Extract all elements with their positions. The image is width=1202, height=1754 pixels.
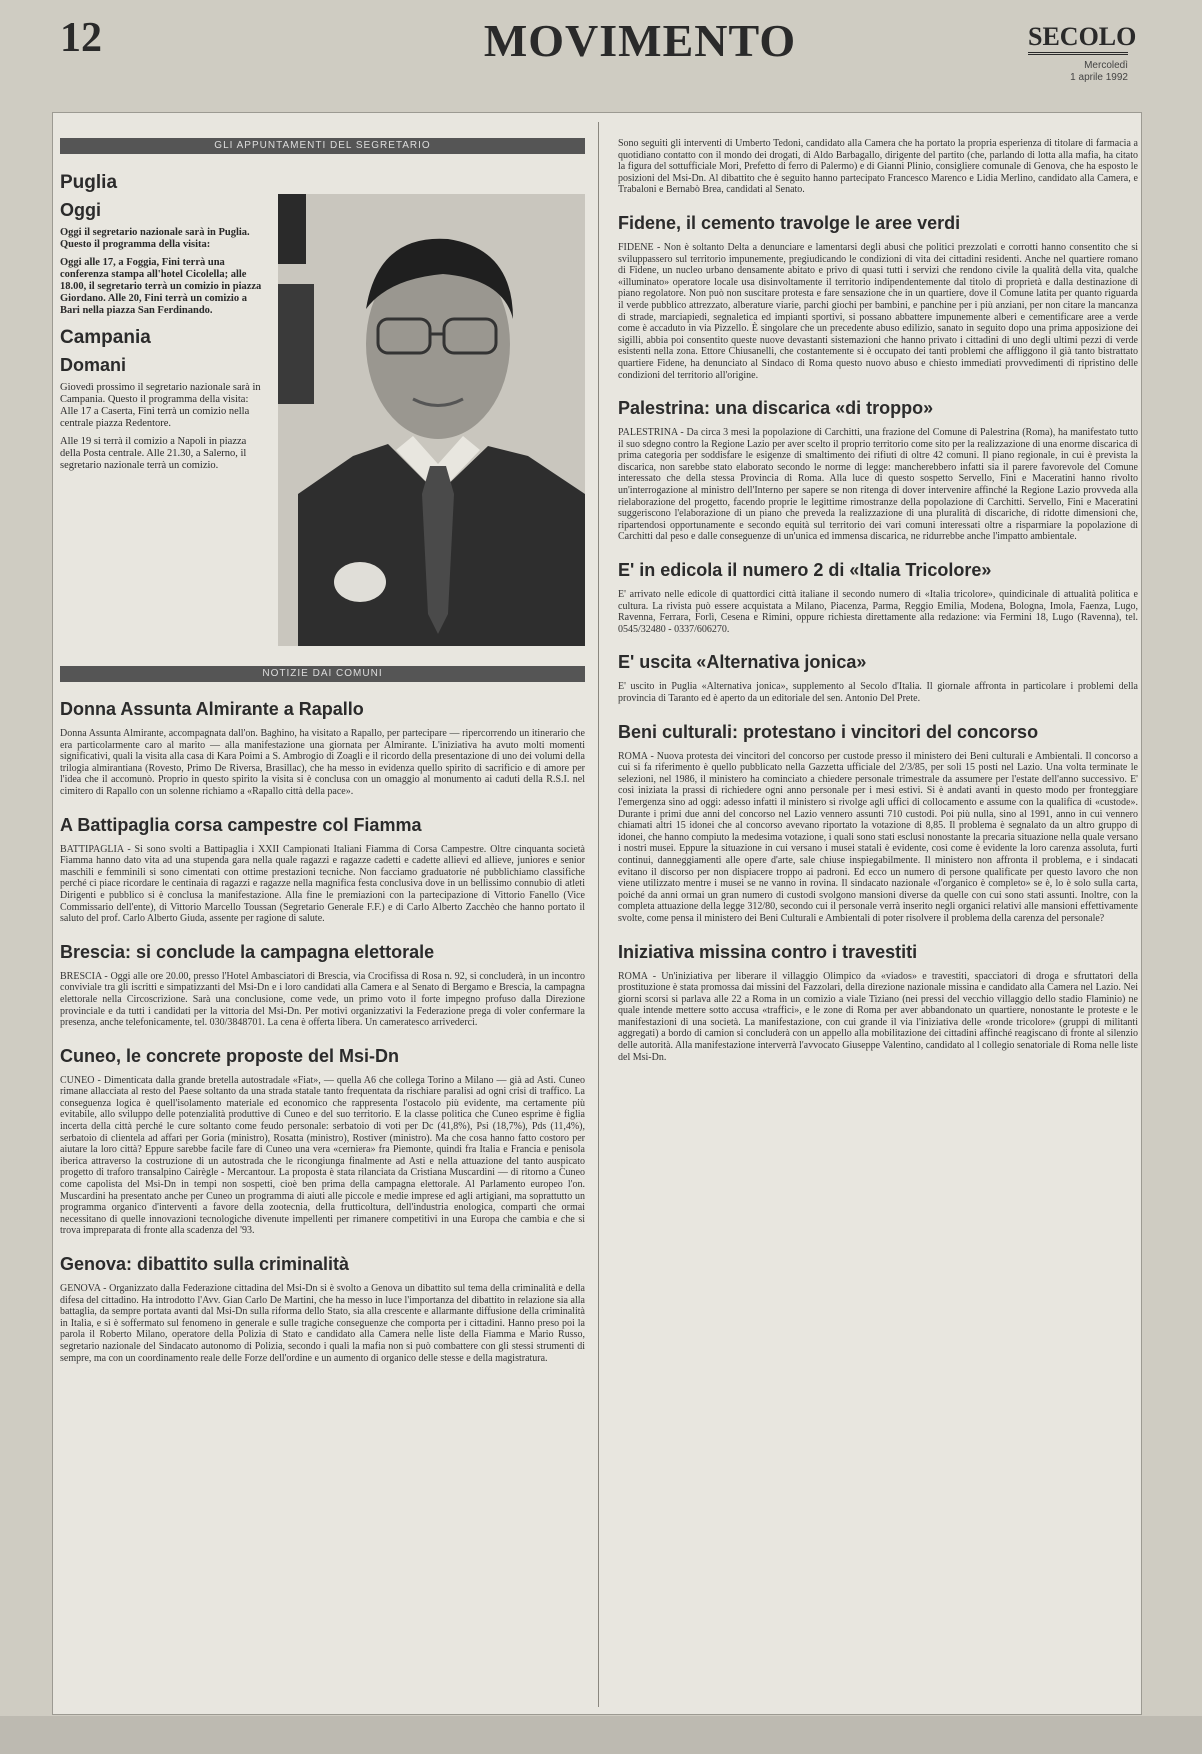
article-title: E' uscita «Alternativa jonica» (618, 652, 867, 673)
article-brescia (60, 941, 585, 1029)
article-body: E' uscito in Puglia «Alternativa jonica», supplemento al Secolo d'Italia. Il giornale affronta in particolare i problemi della provincia di Taranto ed è aperto da un editoriale del sen. Antonio Del Prete. (618, 681, 1138, 704)
portrait-illustration (278, 194, 585, 646)
article-beni-culturali (618, 721, 1138, 925)
article-body: GENOVA - Organizzato dalla Federazione cittadina del Msi-Dn si è svolto a Genova un dibattito sul tema della criminalità e della difesa del cittadino. Ha introdotto l'Avv. Gian Carlo De Martini, che ha messo in luce l'importanza del dibattito in relazione sia alla battaglia, da sempre portata avanti dal Msi-Dn sulla riforma dello Stato, sia alla crescente e allarmante diffusione della criminalità in Italia, e si è soffermato sul fenomeno in generale e sulle tragiche conseguenze che comporta per i cittadini. Hanno preso poi la parola il Roberto Milano, operatore della Polizia di Stato e candidato alla Camera nelle liste della Fiamma e Mario Russo, segretario nazionale del Sindacato autonomo di Polizia, secondo i quali la mafia non si può combattere con gli stessi strumenti di sempre, ma con un coordinamento reale delle Forze dell'ordine e un aumento di organico delle stesse e della magistratura. (60, 1283, 585, 1364)
article-title: Iniziativa missina contro i travestiti (618, 941, 918, 962)
region-title-campania: Campania (60, 327, 151, 348)
article-travestiti (618, 941, 1138, 1064)
right-column (618, 138, 1138, 1069)
article-title: Cuneo, le concrete proposte del Msi-Dn (60, 1045, 400, 1066)
left-column (60, 138, 585, 1370)
article-title: E' in edicola il numero 2 di «Italia Tricolore» (618, 560, 992, 581)
region-when-puglia: Oggi (60, 200, 101, 220)
article-body: ROMA - Nuova protesta dei vincitori del concorso per custode presso il ministero dei Beni culturali e Ambientali. Il concorso a cui si fa riferimento è quello pubblicato nella Gazzetta ufficiale del 2/3/85, per soli 15 posti nel Lazio. Una volta terminate le selezioni, nel 1986, il ministero ha cominciato a chiedere personale trimestrale da assumere per l'estate dell'anno successivo. E' così iniziata la prassi di richiedere ogni anno personale per i mesi estivi. Si è andati avanti in questo modo per fronteggiare l'emergenza sino ad oggi: adesso infatti il ministero si rivolge agli uffici di collocamento e assume con la qualifica di «custode». Durante i primi due anni del concorso nel Lazio vennero assunti 710 custodi. Poi più nulla, sino al 1991, anno in cui vennero chiamati altri 15 idonei che al concorso avevano riportato la votazione di 8,85. Il problema è segnalato da un altro gruppo di idonei, che hanno compiuto la medesima votazione, i quali sono stati esclusi nonostante la precaria situazione nella quale versano i nostri musei. Eppure la situazione in cui versano i musei statali è evidente, così come è evidente la loro carenza assoluta, furti continui, danneggiamenti alle opere d'arte, sale chiuse inspiegabilmente. Il ministero non affronta il problema, e i sindacati evitano il discorso per non dispiacere troppo ai padroni. Ed ecco un numero di persone qualificate per questo lavoro che non viene utilizzato mentre i musei se ne vanno in rovina. Il sindacato nazionale «l'organico è completo» se è, lo è solo sulla carta, poiché da anni ormai un gran numero di custodi svolgono mansioni diverse da quelle con cui sono stati assunti. Inoltre, con la completa attuazione della legge 312/80, secondo cui il personale verrà inserito negli organici relativi alle mansioni effettivamente svolte, come pensa il ministero dei Beni Culturali e Ambientali di poter risolvere il problema della carenza del personale? (618, 750, 1138, 924)
article-title: A Battipaglia corsa campestre col Fiamma (60, 814, 422, 835)
puglia-intro: Oggi il segretario nazionale sarà in Puglia. Questo il programma della visita: (60, 227, 250, 250)
dateline-day: Mercoledì (1084, 60, 1128, 71)
region-title-puglia: Puglia (60, 172, 118, 193)
article-body: ROMA - Un'iniziativa per liberare il villaggio Olimpico da «viados» e travestiti, spacciatori di droga e sfruttatori della prostituzione è stata promossa dai missini del Fazzolari, della direzione nazionale missina e candidato alla Camera nel Lazio. Nei giorni scorsi si parlava alle 22 a Roma in un comizio a viale Tiziano (nei pressi del vecchio villaggio dello stadio Flaminio) ne quale intende mettere sotto accusa «traffici», e le zone di Roma per aver abbandonato un quartiere, nonostante le proteste e le manifestazioni di una società. La manifestazione, con cui grande il via l'iniziativa delle «ronde tricolore» (gruppi di militanti aggregati) a bordo di camion si concluderà con un appello alla mobilitazione dei cittadini affinché reagiscano di fronte al silenzio delle autorità. Alla manifestazione interverrà l'avvocato Giuseppe Valentino, candidato al l collegio senatoriale di Roma nelle liste del Msi-Dn. (618, 970, 1138, 1063)
section-bar-appuntamenti: GLI APPUNTAMENTI DEL SEGRETARIO (60, 138, 585, 154)
appuntamenti-text (60, 162, 265, 478)
appuntamenti-box (60, 162, 585, 652)
article-title: Beni culturali: protestano i vincitori del concorso (618, 721, 1039, 742)
puglia-program: Oggi alle 17, a Foggia, Fini terrà una conferenza stampa all'hotel Cicolella; alle 18.00, il segretario terrà un comizio in piazza Giordano. Alle 20, Fini terrà un comizio a Bari nella piazza San Ferdinando. (60, 257, 262, 316)
page-bottom-edge (0, 1716, 1202, 1754)
article-title: Palestrina: una discarica «di troppo» (618, 398, 934, 419)
article-palestrina (618, 397, 1138, 543)
article-body: CUNEO - Dimenticata dalla grande bretella autostradale «Fiat», — quella A6 che collega Torino a Milano — già ad Asti. Cuneo rimane allacciata al resto del Paese soltanto da una strada statale tanto frequentata da rischiare paralisi ad ogni crisi di traffico. La conseguenza logica è quell'isolamento materiale ed economico che rappresenta l'ostacolo più evidente, ma certamente più evitabile, allo sviluppo delle potenzialità produttive di Cuneo e del suo territorio. E la classe politica che Cuneo esprime è figlia incerta della città perché le cure soltanto come feudo personale: serbatoio di voti per Dc (41,8%), Psi (18,7%), Pds (11,4%), serbatoio di clientela ad affari per Goria (ministro), Rosatta (ministro), Rostiver (ministro). Ma che cosa hanno fatto costoro per aiutare la loro città? Eppure sarebbe facile fare di Cuneo una vera «cerniera» fra Piemonte, quindi fra Italia e Francia e penisola iberica attraverso la costruzione di un autostrada che le ricongiunga finalmente ad Asti e nella attuazione del tanto auspicato progetto di traforo transalpino Cairègle - Mercantour. La proposta è stata rilanciata da Cristiana Muscardini — di ritorno a Cuneo come capolista del Msi-Dn in tempi non sospetti, cioè ben prima della campagna elettorale. Al Parlamento europeo l'on. Muscardini ha presentato anche per Cuneo un programma di aiuti alle piccole e medie imprese ed agli artigiani, ma soprattutto un programma organico d'interventi a favore della zootecnia, della frutticoltura, dell'industria enologica, compartì che ormai necessitano di quelle innovazioni tecnologiche divenute impellenti per rimanere competitivi in una Europa che cambia e che si trova impreparata di fronte alla scadenza del '93. (60, 1074, 585, 1237)
article-continuation: Sono seguiti gli interventi di Umberto Tedoni, candidato alla Camera che ha portato la propria esperienza di titolare di farmacia a quotidiano contatto con il mondo dei drogati, di Aldo Barbagallo, dirigente del partito (che, parlando di lotta alla mafia, ha citato la figura del sottufficiale Mori, Prefetto di ferro di Palermo) e di Gianni Plinio, consigliere comunale di Genova, che ha esposto le posizioni del Msi-Dn. Al dibattito che è seguito hanno partecipato Francesco Marenco e Lidia Merlino, candidato alla Camera, e Trabaloni e Bernabò Brea, candidati al Senato. (618, 138, 1138, 196)
campania-intro: Giovedì prossimo il segretario nazionale sarà in Campania. Questo il programma della visita: Alle 17 a Caserta, Fini terrà un comizio nella centrale piazza Redentore. (60, 382, 261, 429)
article-genova (60, 1253, 585, 1364)
article-body: FIDENE - Non è soltanto Delta a denunciare e lamentarsi degli abusi che politici prezzolati e corrotti hanno consentito che si sviluppassero sul territorio impunemente, pregiudicando le condizioni di vita dei cittadini residenti. Anche nel quartiere romano di Fidene, un nucleo urbano densamente abitato e privo di quasi tutti i servizi che rendono civile la qualità della vita, qualche «illuminato» operatore locale usa disinvoltamente il territorio indipendentemente dal titolo di proprietà e dalla destinazione di piano regolatore. Non può non suscitare protesta e fare sensazione che in un quartiere, dove il Comune latita per quanto riguarda il verde pubblico attrezzato, alberature viarie, parchi giochi per bambini, e panchine per i più anziani, per non citare la mancanza di strade, marciapiedi, segnaletica ed impianti sportivi, si possano abbattere impunemente alberi e cementificare aree a verde come è accaduto in via Pizzello. È singolare che un precedente abuso edilizio, sanato in seguito dopo una prima apposizione dei sigilli, abbia poi consentito queste nuove devastanti sistemazioni che hanno privato i cittadini di uno degli ultimi pezzi di verde esistenti nella zona. Ettore Chiusanelli, che costantemente si è occupato dei tanti problemi che affliggono il già tanto bistrattato quartiere Fidene, ha denunciato al Sindaco di Roma questo nuovo abuso e chiesto immediati provvedimenti di ripristino delle condizioni del territorio all'origine. (618, 241, 1138, 381)
article-fidene (618, 212, 1138, 381)
newspaper-logo: SECOLO (1028, 22, 1128, 55)
article-alternativa-jonica (618, 651, 1138, 704)
page-number: 12 (60, 15, 102, 61)
campania-program: Alle 19 si terrà il comizio a Napoli in piazza della Posta centrale. Alle 21.30, a Salerno, il segretario nazionale terrà un comizio. (60, 436, 247, 471)
article-title: Donna Assunta Almirante a Rapallo (60, 699, 364, 719)
article-title: Genova: dibattito sulla criminalità (60, 1254, 350, 1274)
article-body: BATTIPAGLIA - Si sono svolti a Battipaglia i XXII Campionati Italiani Fiamma di Corsa Campestre. Oltre cinquanta società Fiamma hanno dato vita ad una stupenda gara nella quale ragazzi e ragazze cadetti e cadette allievi ed allieve, juniores e senior maschili e femminili si sono cimentati con ottime prestazioni tecniche. Non facciamo graduatorie né pubblichiamo classifiche perché ci piace ricordare le centinaia di ragazzi e ragazze nella magnifica festa conclusiva dove in un bellissimo connubio di atleti Dirigenti e pubblico si è conclusa la manifestazione. Alla fine le premiazioni con la partecipazione di Vittorio Fanello (Vice Commissario dell'ente), di Vittorio Marcello Toussan (Segretario Generale F.F.) e di Carlo Alberto Zacchèo che hanno portato il saluto del prof. Carlo Alberto Giuda, assente per ragione di salute. (60, 843, 585, 925)
article-body: PALESTRINA - Da circa 3 mesi la popolazione di Carchitti, una frazione del Comune di Palestrina (Roma), ha manifestato tutto il suo sdegno contro la Regione Lazio per aver scelto il proprio territorio come sito per la realizzazione di una enorme discarica di prima categoria per soddisfare le esigenze di smaltimento dei rifiuti di oltre 42 comuni. Il piano regionale, in cui è prevista la discarica, non sarebbe stato elaborato secondo le norme di legge: mancherebbero infatti sia il parere favorevole del Comune interessato che della stessa Provincia di Roma. Alla luce di questo sospetto Servello, Fini e Maceratini hanno rivolto un'interrogazione al ministro dell'Interno per sapere se non ritenga di dover intervenire affinché la Regione Lazio provveda alla rielaborazione del progetto, facendo proprie le legittime rimostranze della popolazione di Carchitti. Servello, Fini e Maceratini suggeriscono l'elaborazione di un piano che preveda la realizzazione di una pluralità di discariche, di ridotte dimensioni che, ripartendosi opportunamente e secondo equità sul territorio dei vari comuni interessati oltre a risparmiare la popolazione di Carchitti dal peso e dalle conseguenze di un'unica ed immensa discarica, ne ridurrebbe anche l'impatto ambientale. (618, 427, 1138, 543)
article-rapallo (60, 698, 585, 798)
article-body: BRESCIA - Oggi alle ore 20.00, presso l'Hotel Ambasciatori di Brescia, via Crocifissa di Rosa n. 92, si concluderà, in un incontro conviviale tra gli iscritti e simpatizzanti del Msi-Dn e i loro candidati alla Camera e al Senato di Bergamo e Brescia, la campagna elettorale nella Circoscrizione. Sarà una conclusione, come vede, un primo voto il forte impegno profuso dalla Direzione provinciale e da tutti i candidati per la vittoria del Msi-Dn. Per motivi organizzativi la Federazione prega di voler confermare la presenza, anche telefonicamente, tel. 030/3848701. La cena è offerta libera. Un cameratesco arrivederci. (60, 970, 585, 1029)
dateline-date: 1 aprile 1992 (1070, 72, 1128, 83)
article-cuneo (60, 1045, 585, 1237)
article-italia-tricolore (618, 559, 1138, 635)
column-divider (598, 122, 599, 1707)
article-body: E' arrivato nelle edicole di quattordici città italiane il secondo numero di «Italia tricolore», quindicinale di attualità politica e cultura. La rivista può essere acquistata a Milano, Piacenza, Parma, Reggio Emilia, Modena, Bologna, Imola, Faenza, Lugo, Ravenna, Ferrara, Forlì, Cesena e Rimini, oppure richiesta direttamente alla redazione: via Fermini 18, Lugo (Ravenna), tel. 0545/32480 - 0337/606270. (618, 589, 1138, 635)
section-title: MOVIMENTO (483, 15, 797, 66)
section-bar-notizie: NOTIZIE DAI COMUNI (60, 666, 585, 682)
masthead (0, 0, 1202, 110)
article-body: Donna Assunta Almirante, accompagnata dall'on. Baghino, ha visitato a Rapallo, per partecipare — ripercorrendo un itinerario che era particolarmente caro al marito — alla manifestazione una giornata per Almirante. L'iniziativa ha avuto molti momenti significativi, quali la visita alla casa di Kara Poimi a S. Ambrogio di Zoagli e il ricordo della presentazione di uno dei volumi della trilogia almirantiana (Rovesto, Primo De Riversa, Brasillac), che ha messo in evidenza quello spirito di sacrificio e di amore per l'idea che il accomunò. Proprio in questo spirito la visita si è conclusa con un omaggio al monumento ai caduti della R.S.I. nel cimitero di Rapallo con un solenne richiamo a «Rapallo città della pace». (60, 728, 585, 797)
region-when-campania: Domani (60, 355, 127, 375)
dateline (1010, 60, 1128, 84)
article-battipaglia (60, 814, 585, 925)
article-title: Brescia: si conclude la campagna elettorale (60, 941, 435, 962)
portrait-photo (278, 194, 585, 646)
article-title: Fidene, il cemento travolge le aree verdi (618, 212, 961, 233)
